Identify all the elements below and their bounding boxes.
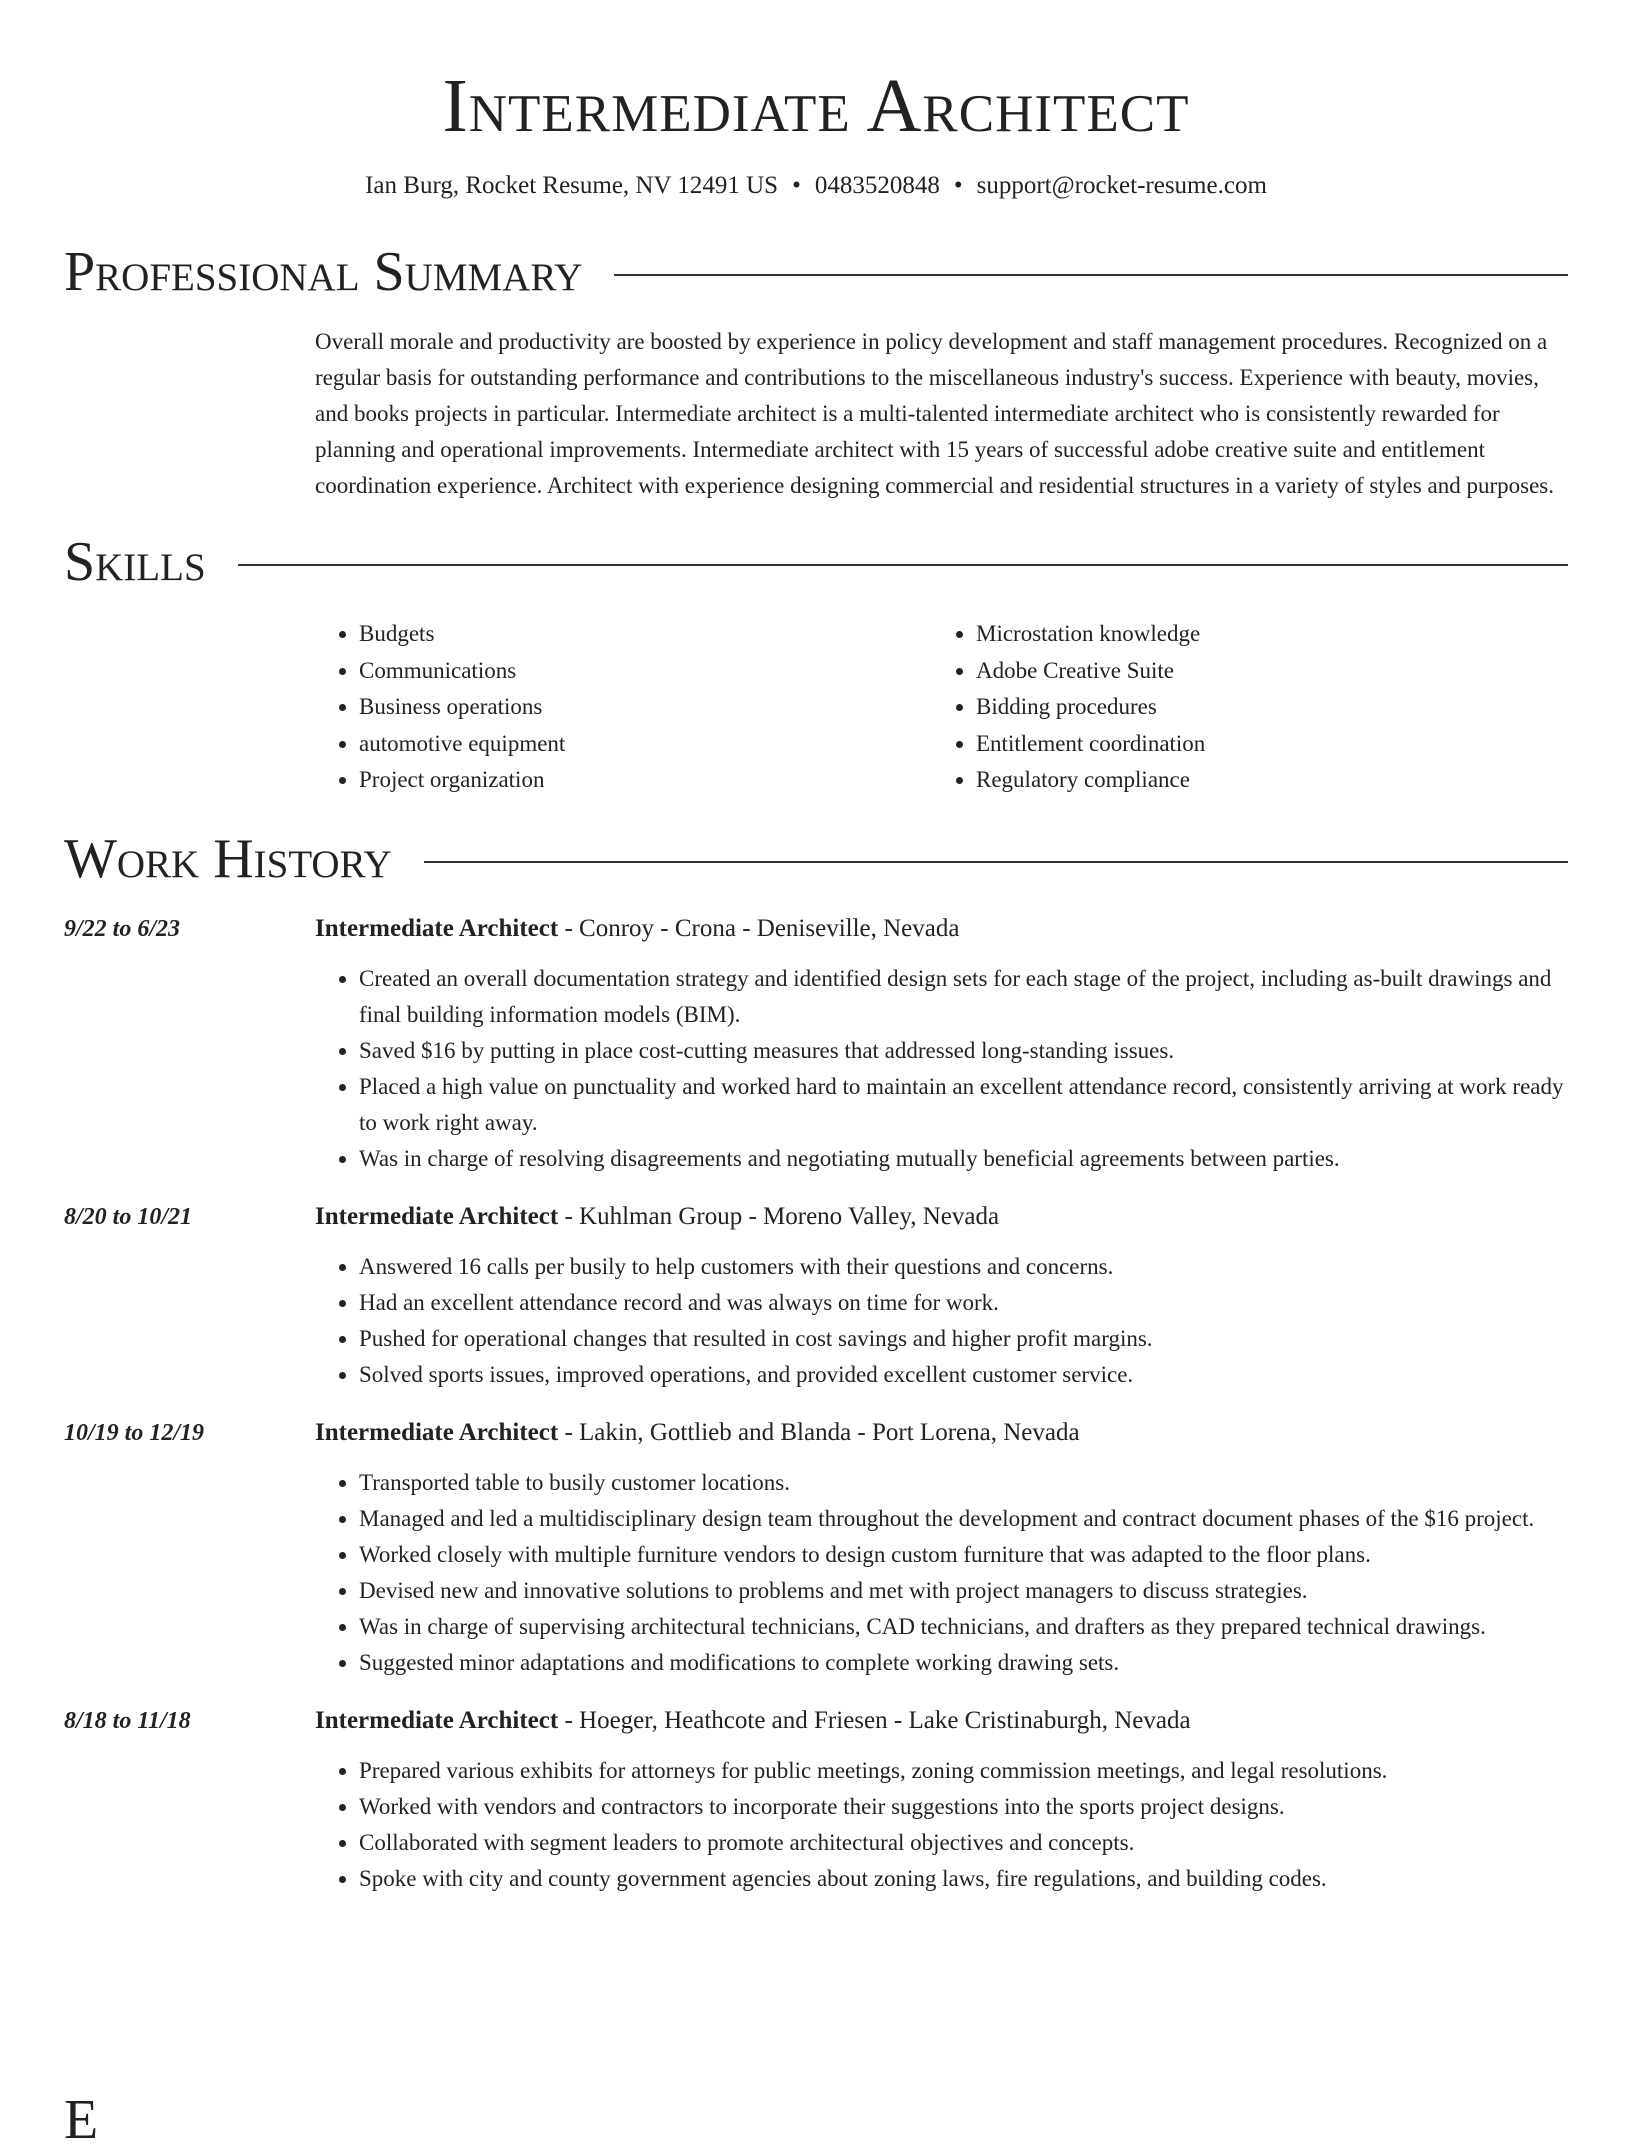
section-header-skills bbox=[64, 530, 1568, 594]
job-employer-location: - Hoeger, Heathcote and Friesen - Lake Cristinaburgh, Nevada bbox=[558, 1706, 1191, 1734]
job-entry bbox=[64, 1703, 1568, 1897]
contact-separator: • bbox=[953, 172, 963, 199]
job-body bbox=[315, 911, 1568, 1177]
job-bullet: • Pushed for operational changes that resulted in cost savings and higher profit margins. bbox=[359, 1321, 1568, 1357]
job-bullet: • Worked with vendors and contractors to incorporate their suggestions into the sports project designs. bbox=[359, 1789, 1568, 1825]
skills-column-right bbox=[932, 616, 1549, 799]
job-title: Intermediate Architect bbox=[315, 914, 559, 942]
job-bullets bbox=[315, 1465, 1568, 1681]
job-bullet: • Solved sports issues, improved operations, and provided excellent customer service. bbox=[359, 1357, 1568, 1393]
skill-item: • Adobe Creative Suite bbox=[976, 653, 1549, 690]
contact-address: Ian Burg, Rocket Resume, NV 12491 US bbox=[365, 172, 779, 199]
job-bullet: • Suggested minor adaptations and modifications to complete working drawing sets. bbox=[359, 1645, 1568, 1681]
job-bullet: • Was in charge of supervising architectural technicians, CAD technicians, and drafters as they prepared technical drawings. bbox=[359, 1609, 1568, 1645]
work-history-list bbox=[64, 911, 1568, 1897]
section-divider bbox=[614, 274, 1568, 276]
job-bullet: • Transported table to busily customer locations. bbox=[359, 1465, 1568, 1501]
skill-item: • Project organization bbox=[359, 762, 932, 799]
section-divider bbox=[424, 861, 1568, 863]
job-entry bbox=[64, 911, 1568, 1177]
job-bullets bbox=[315, 1249, 1568, 1393]
job-dates: 8/18 to 11/18 bbox=[64, 1707, 191, 1734]
section-header-summary bbox=[64, 240, 1568, 304]
section-title-work: Work History bbox=[64, 827, 392, 890]
job-heading bbox=[315, 911, 1568, 947]
section-header-work bbox=[64, 827, 1568, 891]
resume-page bbox=[64, 0, 1568, 1897]
skills-list bbox=[315, 616, 1568, 799]
contact-email: support@rocket-resume.com bbox=[976, 172, 1267, 199]
job-bullet: • Worked closely with multiple furniture vendors to design custom furniture that was adapted to the floor plans. bbox=[359, 1537, 1568, 1573]
skill-item: • Microstation knowledge bbox=[976, 616, 1549, 653]
job-bullet: • Collaborated with segment leaders to promote architectural objectives and concepts. bbox=[359, 1825, 1568, 1861]
job-heading bbox=[315, 1703, 1568, 1739]
job-bullet: • Saved $16 by putting in place cost-cutting measures that addressed long-standing issues. bbox=[359, 1033, 1568, 1069]
job-dates: 9/22 to 6/23 bbox=[64, 915, 181, 942]
job-entry bbox=[64, 1415, 1568, 1681]
skill-item: • Budgets bbox=[359, 616, 932, 653]
job-body bbox=[315, 1703, 1568, 1897]
resume-title: Intermediate Architect bbox=[442, 64, 1190, 148]
job-body bbox=[315, 1415, 1568, 1681]
skill-item: • Communications bbox=[359, 653, 932, 690]
skill-item: • automotive equipment bbox=[359, 726, 932, 763]
job-bullet: • Answered 16 calls per busily to help customers with their questions and concerns. bbox=[359, 1249, 1568, 1285]
skill-item: • Bidding procedures bbox=[976, 689, 1549, 726]
job-bullet: • Spoke with city and county government agencies about zoning laws, fire regulations, and building codes. bbox=[359, 1861, 1568, 1897]
job-title: Intermediate Architect bbox=[315, 1418, 559, 1446]
job-bullet: • Managed and led a multidisciplinary design team throughout the development and contract document phases of the $16 project. bbox=[359, 1501, 1568, 1537]
job-title: Intermediate Architect bbox=[315, 1706, 559, 1734]
contact-phone: 0483520848 bbox=[814, 172, 940, 199]
job-entry bbox=[64, 1199, 1568, 1393]
skill-item: • Regulatory compliance bbox=[976, 762, 1549, 799]
job-bullets bbox=[315, 961, 1568, 1177]
job-dates: 10/19 to 12/19 bbox=[64, 1419, 205, 1446]
skill-item: • Entitlement coordination bbox=[976, 726, 1549, 763]
section-divider bbox=[238, 564, 1568, 566]
contact-separator: • bbox=[792, 172, 801, 199]
section-title-summary: Professional Summary bbox=[64, 241, 583, 303]
contact-line bbox=[64, 170, 1568, 202]
job-dates: 8/20 to 10/21 bbox=[64, 1203, 193, 1230]
job-body bbox=[315, 1199, 1568, 1393]
job-bullet: • Prepared various exhibits for attorneys for public meetings, zoning commission meetings, and legal resolutions. bbox=[359, 1753, 1568, 1789]
job-heading bbox=[315, 1199, 1568, 1235]
job-bullets bbox=[315, 1753, 1568, 1897]
summary-text: Overall morale and productivity are boosted by experience in policy development and staff management procedures. Recognized on a regular basis for outstanding performance and contributions to the miscellaneous industry's success. Experience with beauty, movies, and books projects in particular. Intermediate architect is a multi-talented intermediate architect who is consistently rewarded for planning and operational improvements. Intermediate architect with 15 years of successful adobe creative suite and entitlement coordination experience. Architect with experience designing commercial and residential structures in a variety of styles and purposes. bbox=[315, 329, 1555, 498]
skills-column-left bbox=[315, 616, 932, 799]
job-employer-location: - Conroy - Crona - Deniseville, Nevada bbox=[558, 914, 960, 942]
job-bullet: • Devised new and innovative solutions to problems and met with project managers to discuss strategies. bbox=[359, 1573, 1568, 1609]
job-title: Intermediate Architect bbox=[315, 1202, 559, 1230]
job-employer-location: - Kuhlman Group - Moreno Valley, Nevada bbox=[558, 1202, 1000, 1230]
next-section-heading: E bbox=[64, 2089, 99, 2151]
job-bullet: • Created an overall documentation strategy and identified design sets for each stage of the project, including as-built drawings and final building information models (BIM). bbox=[359, 961, 1568, 1033]
section-title-skills: Skills bbox=[64, 531, 206, 593]
job-heading bbox=[315, 1415, 1568, 1451]
job-bullet: • Had an excellent attendance record and was always on time for work. bbox=[359, 1285, 1568, 1321]
job-bullet: • Was in charge of resolving disagreements and negotiating mutually beneficial agreements between parties. bbox=[359, 1141, 1568, 1177]
job-employer-location: - Lakin, Gottlieb and Blanda - Port Lorena, Nevada bbox=[558, 1418, 1080, 1446]
skill-item: • Business operations bbox=[359, 689, 932, 726]
job-bullet: • Placed a high value on punctuality and worked hard to maintain an excellent attendance record, consistently arriving at work ready to work right away. bbox=[359, 1069, 1568, 1141]
